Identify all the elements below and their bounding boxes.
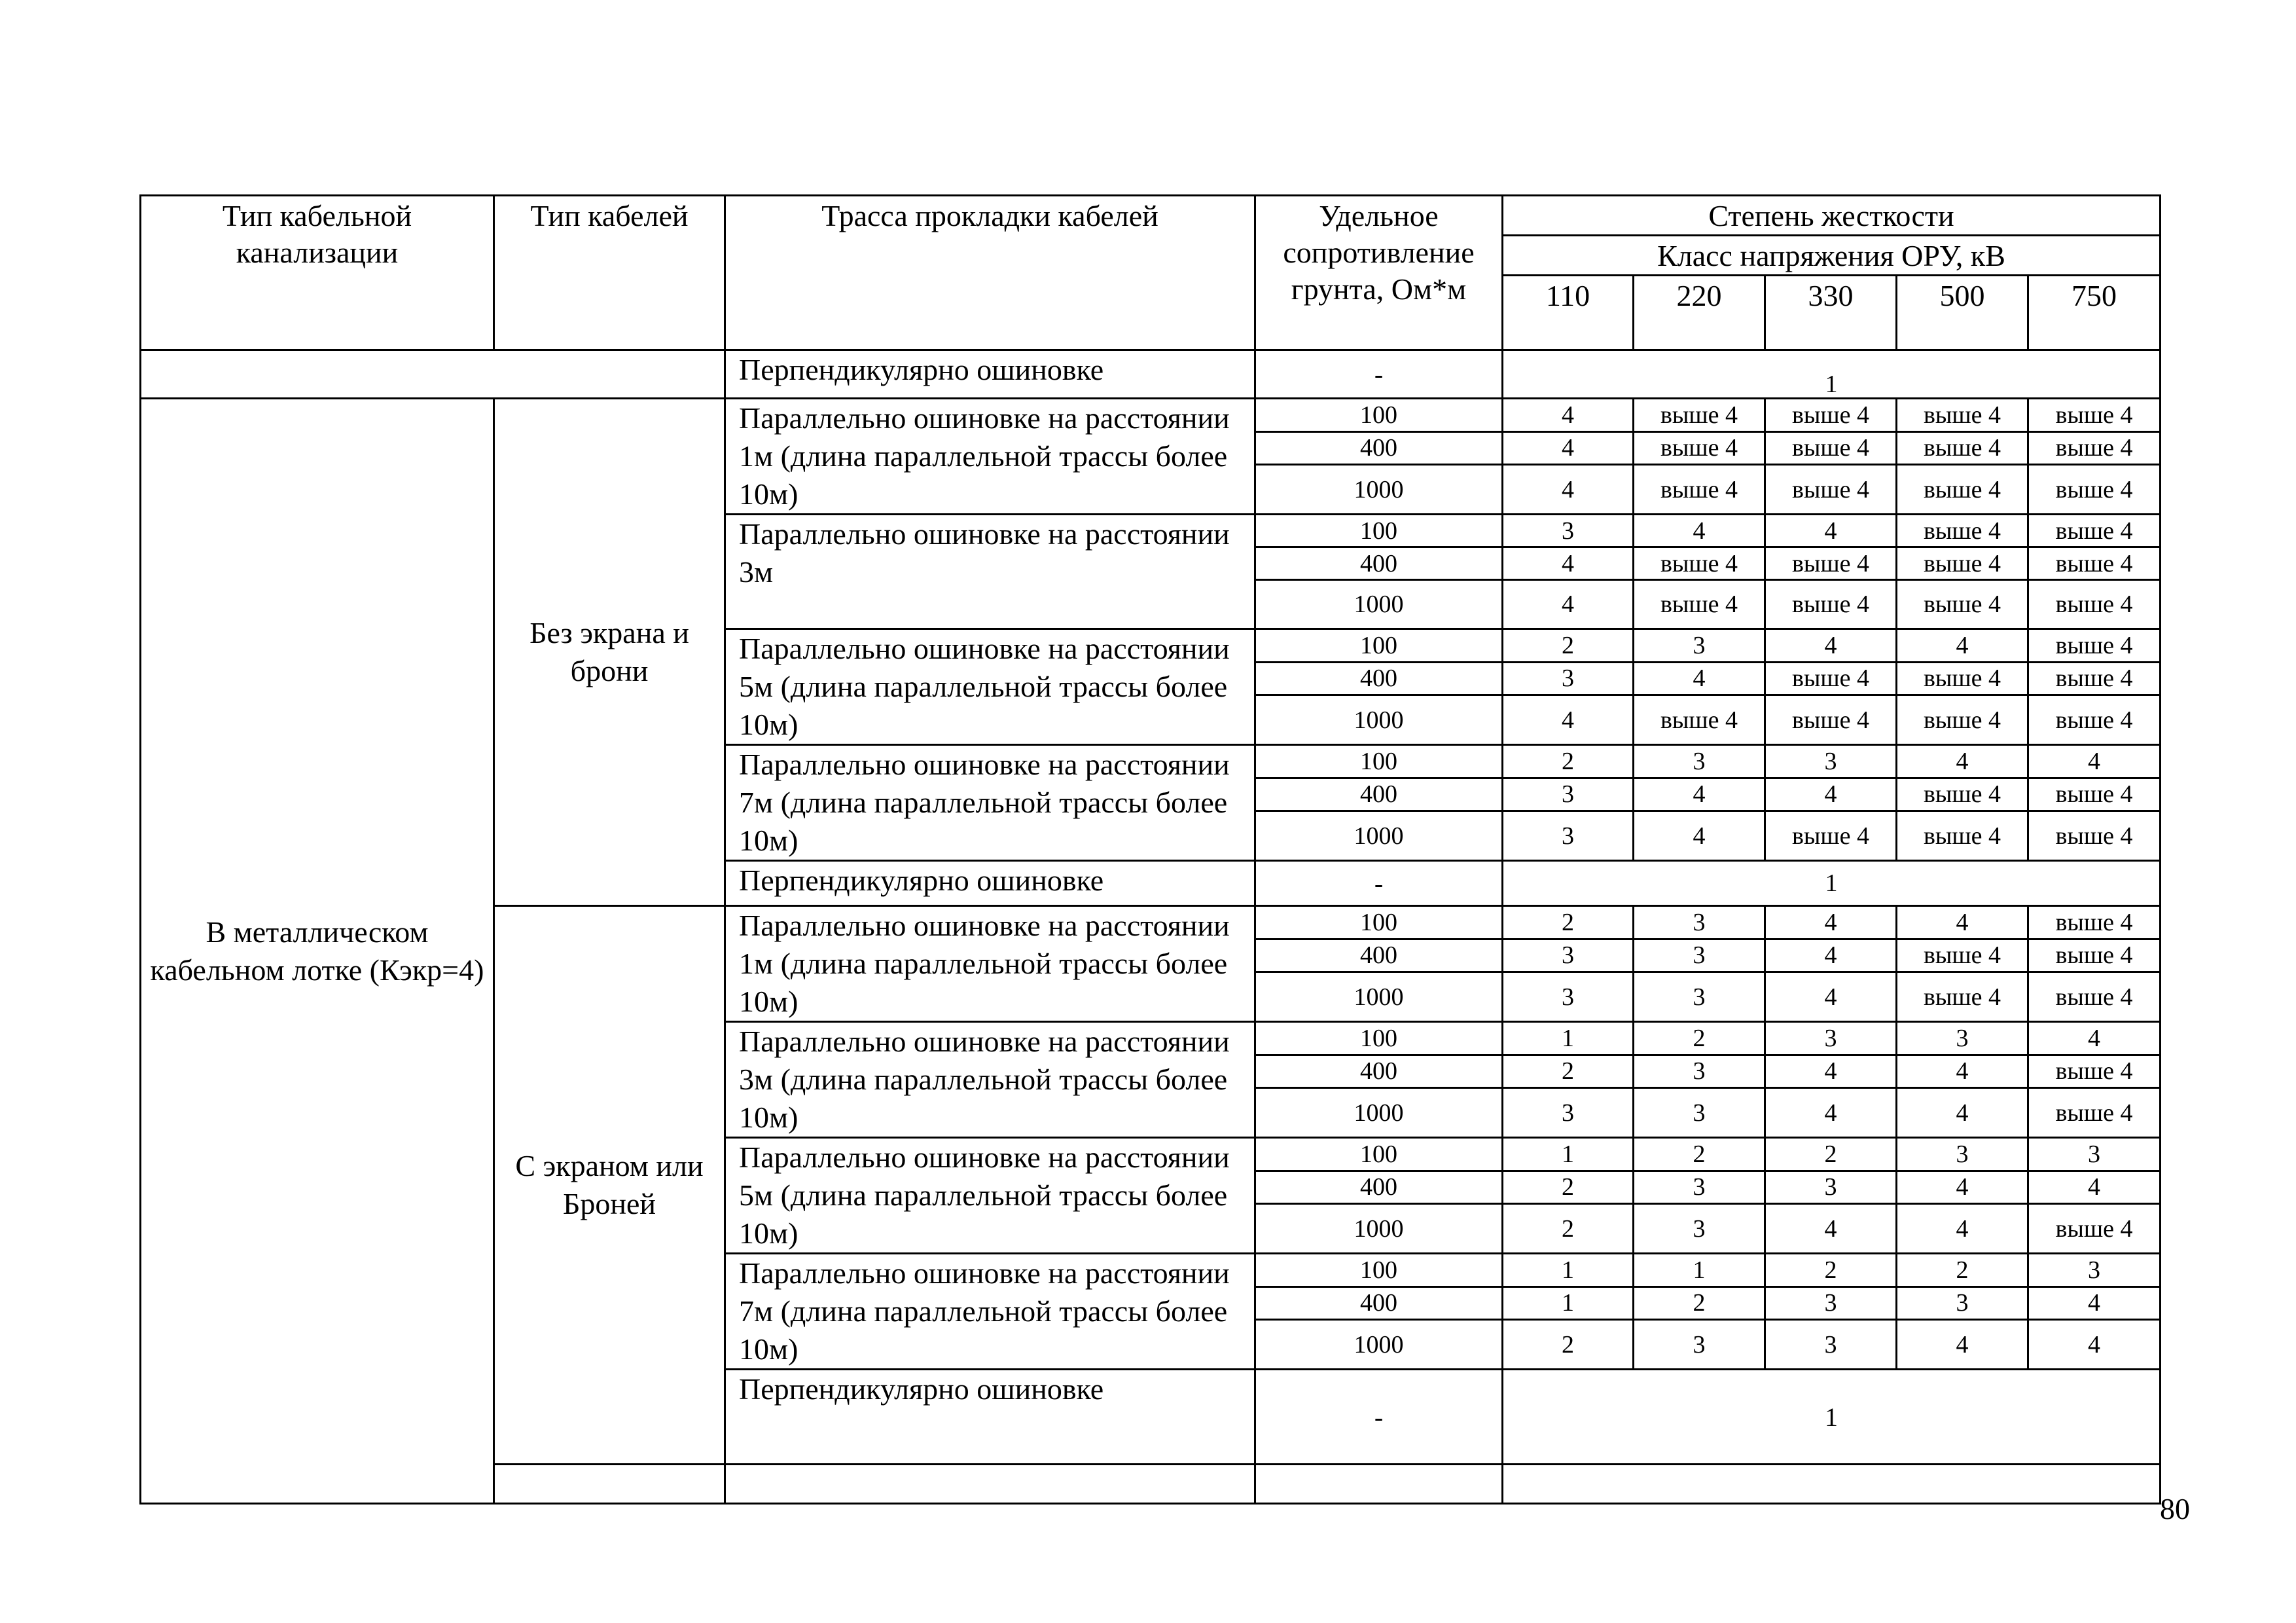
rigidity-value: 3 [1634,629,1765,663]
rigidity-value: выше 4 [1765,399,1897,432]
header-canal-blank [141,350,725,399]
rigidity-value: выше 4 [2028,1204,2161,1254]
rigidity-value: 2 [1765,1254,1897,1287]
resistance-value: 1000 [1255,1320,1503,1370]
rigidity-value: 4 [1765,1088,1897,1138]
header-voltage-330: 330 [1765,276,1897,350]
rigidity-value: выше 4 [1634,399,1765,432]
resistance-value: 1000 [1255,1088,1503,1138]
rigidity-value: 3 [1503,1088,1634,1138]
header-voltage-220: 220 [1634,276,1765,350]
rigidity-value: выше 4 [1897,431,2028,465]
rigidity-value: 4 [1897,1055,2028,1088]
rigidity-value: 1 [1503,1370,2161,1465]
resistance-value: 100 [1255,399,1503,432]
rigidity-value: выше 4 [1897,515,2028,547]
rigidity-value: 2 [1897,1254,2028,1287]
rigidity-value: 3 [1634,939,1765,972]
rigidity-value: 4 [1503,580,1634,629]
rigidity-value: 4 [1765,906,1897,939]
route-perpendicular: Перпендикулярно ошиновке [725,861,1255,906]
rigidity-value: выше 4 [1897,662,2028,695]
rigidity-value: выше 4 [2028,1055,2161,1088]
rigidity-value: 1 [1503,861,2161,906]
rigidity-value: 2 [1765,1138,1897,1171]
rigidity-value: 3 [1634,745,1765,778]
rigidity-value: 4 [1897,745,2028,778]
rigidity-value: 4 [2028,1320,2161,1370]
rigidity-value: 1 [1503,1022,1634,1055]
resistance-dash: - [1255,861,1503,906]
route-perpendicular: Перпендикулярно ошиновке [725,350,1255,399]
header-route: Трасса прокладки кабелей [725,196,1255,350]
resistance-value: 1000 [1255,811,1503,861]
rigidity-value: 4 [2028,1022,2161,1055]
rigidity-value: 4 [1503,465,1634,515]
header-voltage-750: 750 [2028,276,2161,350]
rigidity-value: 4 [1503,547,1634,580]
rigidity-value: выше 4 [2028,399,2161,432]
rigidity-value: 4 [1765,939,1897,972]
rigidity-value: 4 [1765,972,1897,1022]
rigidity-value: выше 4 [1765,695,1897,745]
resistance-value: 1000 [1255,695,1503,745]
rigidity-value: 2 [1503,1171,1634,1204]
page-number: 80 [2160,1492,2190,1525]
rigidity-value: 3 [1634,1088,1765,1138]
rigidity-value: выше 4 [2028,465,2161,515]
rigidity-value: выше 4 [2028,906,2161,939]
rigidity-value: выше 4 [1634,695,1765,745]
rigidity-value: 4 [1503,431,1634,465]
rigidity-value: 1 [1634,1254,1765,1287]
rigidity-value: 3 [1897,1022,2028,1055]
rigidity-value: выше 4 [1765,580,1897,629]
rigidity-value: 4 [1634,662,1765,695]
resistance-value: 100 [1255,629,1503,663]
rigidity-value: 3 [1634,1055,1765,1088]
rigidity-value: 4 [1897,1088,2028,1138]
rigidity-value: выше 4 [2028,629,2161,663]
rigidity-value: выше 4 [2028,939,2161,972]
empty-cell [725,1465,1255,1504]
resistance-value: 400 [1255,1286,1503,1320]
rigidity-value: 4 [1503,695,1634,745]
header-rigidity: Степень жесткости [1503,196,2161,236]
resistance-value: 100 [1255,906,1503,939]
header-cable-type: Тип кабелей [494,196,725,350]
rigidity-value: выше 4 [1634,431,1765,465]
rigidity-value: выше 4 [1897,580,2028,629]
rigidity-value: 4 [1897,906,2028,939]
route-label: Параллельно ошиновке на расстоянии 7м (длина параллельной трассы более 10м) [725,745,1255,861]
route-label: Параллельно ошиновке на расстоянии 1м (длина параллельной трассы более 10м) [725,399,1255,515]
resistance-dash: - [1255,350,1503,399]
route-label: Параллельно ошиновке на расстоянии 3м [725,515,1255,629]
rigidity-value: 2 [1503,629,1634,663]
rigidity-value: 2 [1503,745,1634,778]
resistance-value: 400 [1255,1055,1503,1088]
rigidity-value: 4 [1634,778,1765,811]
rigidity-value: выше 4 [1897,465,2028,515]
rigidity-value: выше 4 [1634,580,1765,629]
rigidity-value: выше 4 [2028,431,2161,465]
resistance-value: 400 [1255,939,1503,972]
route-label: Параллельно ошиновке на расстоянии 1м (длина параллельной трассы более 10м) [725,906,1255,1022]
rigidity-value: выше 4 [1897,972,2028,1022]
rigidity-value: 3 [1634,1204,1765,1254]
rigidity-value: 3 [1503,662,1634,695]
rigidity-value: выше 4 [2028,515,2161,547]
route-label: Параллельно ошиновке на расстоянии 3м (длина параллельной трассы более 10м) [725,1022,1255,1138]
rigidity-value: выше 4 [2028,662,2161,695]
resistance-value: 400 [1255,1171,1503,1204]
header-canal-type: Тип кабельной канализации [141,196,494,350]
rigidity-value: 4 [1503,399,1634,432]
rigidity-value: 4 [2028,745,2161,778]
resistance-value: 1000 [1255,972,1503,1022]
rigidity-value: 3 [1503,778,1634,811]
rigidity-value: 3 [1897,1138,2028,1171]
empty-cell [1503,1465,2161,1504]
empty-cell [494,1465,725,1504]
rigidity-value: 1 [1503,350,2161,399]
rigidity-value: выше 4 [1897,695,2028,745]
resistance-value: 400 [1255,431,1503,465]
rigidity-value: 2 [1503,1204,1634,1254]
rigidity-value: выше 4 [1765,662,1897,695]
rigidity-value: 3 [1503,972,1634,1022]
rigidity-value: 1 [1503,1138,1634,1171]
rigidity-value: выше 4 [1897,778,2028,811]
rigidity-table [139,194,2161,1504]
rigidity-value: выше 4 [1897,399,2028,432]
rigidity-value: 3 [1634,906,1765,939]
rigidity-value: 4 [2028,1171,2161,1204]
rigidity-value: выше 4 [1765,465,1897,515]
rigidity-value: 4 [1765,515,1897,547]
resistance-value: 1000 [1255,465,1503,515]
route-label: Параллельно ошиновке на расстоянии 5м (длина параллельной трассы более 10м) [725,629,1255,745]
rigidity-value: выше 4 [2028,580,2161,629]
rigidity-value: выше 4 [2028,811,2161,861]
rigidity-value: выше 4 [2028,695,2161,745]
empty-cell [1255,1465,1503,1504]
rigidity-value: 4 [1897,1171,2028,1204]
rigidity-value: 2 [1634,1138,1765,1171]
rigidity-value: выше 4 [2028,1088,2161,1138]
rigidity-value: 3 [1765,745,1897,778]
rigidity-value: 4 [1897,629,2028,663]
cable-type-cell: С экраном или Броней [494,906,725,1465]
resistance-dash: - [1255,1370,1503,1465]
resistance-value: 100 [1255,745,1503,778]
rigidity-value: выше 4 [2028,972,2161,1022]
resistance-value: 400 [1255,778,1503,811]
cable-type-cell: Без экрана и брони [494,399,725,906]
rigidity-value: 3 [1503,939,1634,972]
rigidity-value: 4 [1765,629,1897,663]
rigidity-value: 3 [1765,1286,1897,1320]
route-label: Параллельно ошиновке на расстоянии 7м (длина параллельной трассы более 10м) [725,1254,1255,1370]
header-voltage-110: 110 [1503,276,1634,350]
header-voltage-500: 500 [1897,276,2028,350]
resistance-value: 100 [1255,1022,1503,1055]
rigidity-value: выше 4 [1897,811,2028,861]
rigidity-value: 3 [1634,972,1765,1022]
rigidity-value: 3 [1503,515,1634,547]
rigidity-value: выше 4 [1634,547,1765,580]
resistance-value: 400 [1255,662,1503,695]
resistance-value: 100 [1255,1138,1503,1171]
rigidity-value: 2 [1503,1320,1634,1370]
rigidity-value: выше 4 [1765,811,1897,861]
header-voltage-class: Класс напряжения ОРУ, кВ [1503,236,2161,276]
rigidity-value: 3 [1634,1171,1765,1204]
rigidity-value: выше 4 [1634,465,1765,515]
rigidity-value: 2 [1503,1055,1634,1088]
resistance-value: 1000 [1255,580,1503,629]
rigidity-value: 3 [2028,1254,2161,1287]
resistance-value: 400 [1255,547,1503,580]
rigidity-value: 4 [1897,1204,2028,1254]
rigidity-value: 2 [1634,1286,1765,1320]
rigidity-value: 4 [1765,1204,1897,1254]
header-resistance: Удельное сопротивление грунта, Ом*м [1255,196,1503,350]
rigidity-value: 3 [1765,1320,1897,1370]
rigidity-value: выше 4 [1897,547,2028,580]
canal-type-cell: В металлическом кабельном лотке (Кэкр=4) [141,399,494,1504]
rigidity-value: 4 [1765,778,1897,811]
rigidity-value: 2 [1503,906,1634,939]
rigidity-value: выше 4 [1897,939,2028,972]
rigidity-value: выше 4 [1765,547,1897,580]
rigidity-value: 4 [1634,515,1765,547]
rigidity-value: 3 [1897,1286,2028,1320]
route-perpendicular: Перпендикулярно ошиновке [725,1370,1255,1465]
resistance-value: 1000 [1255,1204,1503,1254]
rigidity-value: 2 [1634,1022,1765,1055]
rigidity-value: выше 4 [2028,778,2161,811]
resistance-value: 100 [1255,1254,1503,1287]
rigidity-value: 3 [1634,1320,1765,1370]
rigidity-value: выше 4 [1765,431,1897,465]
rigidity-value: 3 [1503,811,1634,861]
rigidity-value: 1 [1503,1254,1634,1287]
rigidity-value: 4 [2028,1286,2161,1320]
rigidity-value: 3 [1765,1171,1897,1204]
rigidity-value: 3 [2028,1138,2161,1171]
rigidity-value: 1 [1503,1286,1634,1320]
rigidity-value: 4 [1634,811,1765,861]
resistance-value: 100 [1255,515,1503,547]
rigidity-value: 4 [1765,1055,1897,1088]
rigidity-value: выше 4 [2028,547,2161,580]
route-label: Параллельно ошиновке на расстоянии 5м (длина параллельной трассы более 10м) [725,1138,1255,1254]
rigidity-value: 4 [1897,1320,2028,1370]
rigidity-value: 3 [1765,1022,1897,1055]
